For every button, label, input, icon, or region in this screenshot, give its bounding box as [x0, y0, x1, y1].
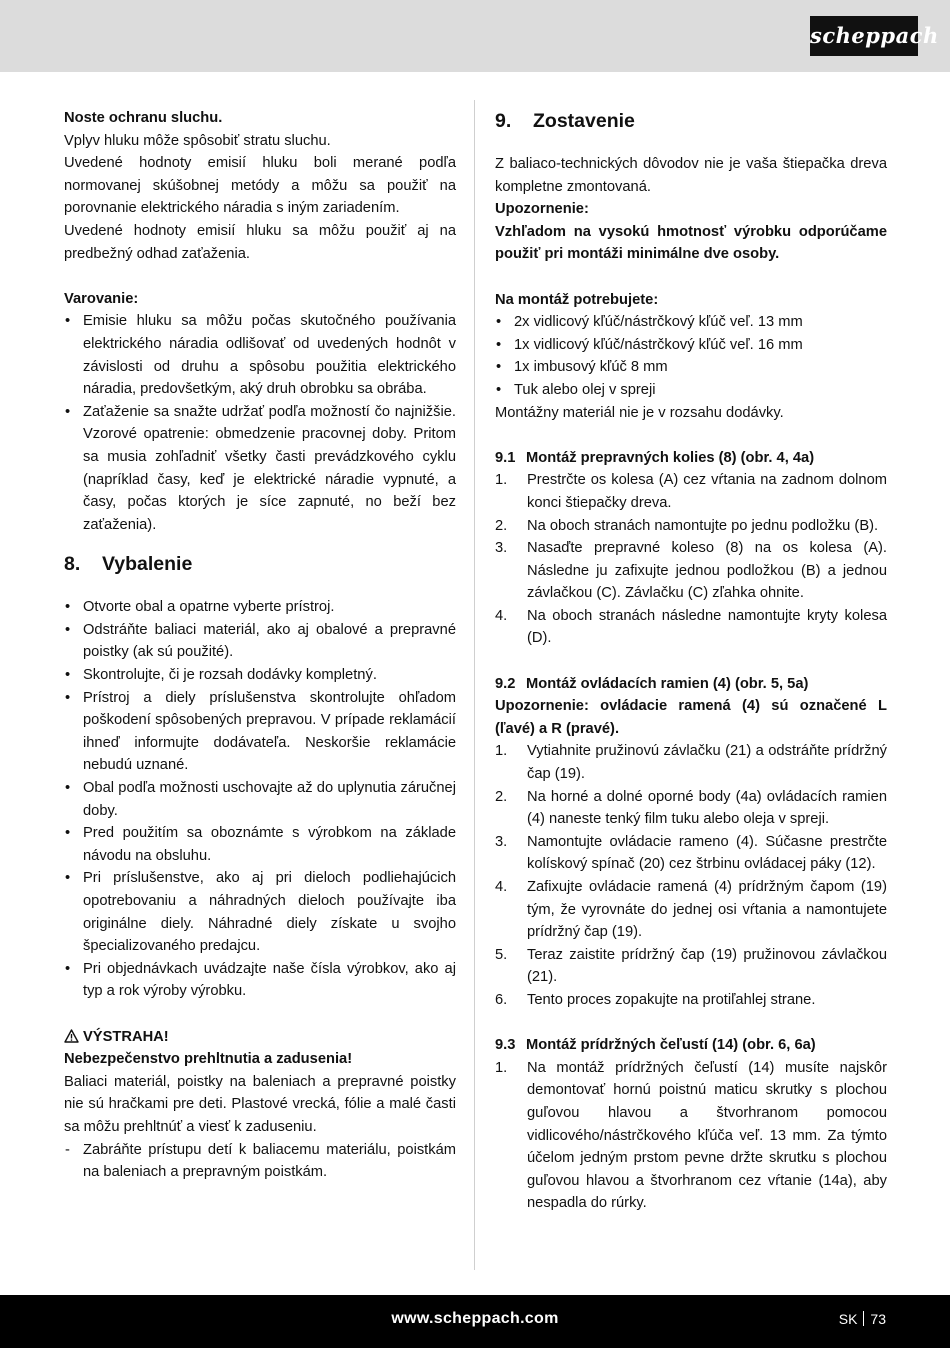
- step-text: Tento proces zopakujte na protiľahlej strane.: [527, 991, 816, 1008]
- step-number: 4.: [495, 607, 508, 624]
- step-number: 1.: [495, 743, 508, 760]
- step-item: [495, 515, 887, 538]
- step-item: [495, 537, 887, 605]
- list-item: • 2x vidlicový kľúč/nástrčkový kľúč veľ. 13 mm: [495, 311, 887, 334]
- list-item: • Tuk alebo olej v spreji: [495, 379, 887, 402]
- list-item: • Prístroj a diely príslušenstva skontrolujte ohľadom poškodení spôsobených prepravou. V prípade reklamácií ihneď informujte dodávateľa. Neskoršie reklamácie nebudú uznané.: [64, 687, 456, 777]
- list-item: • 1x imbusový kľúč 8 mm: [495, 356, 887, 379]
- step-number: 3.: [495, 540, 508, 557]
- danger-subtitle: Nebezpečenstvo prehltnutia a zadusenia!: [64, 1051, 353, 1068]
- step-number: 5.: [495, 946, 508, 963]
- step-text: Vytiahnite pružinovú závlačku (21) a odstráňte prídržný čap (19).: [527, 743, 887, 783]
- step-text: Na oboch stranách namontujte po jednu podložku (B).: [527, 517, 879, 534]
- page-indicator: [839, 1295, 886, 1343]
- section-title: Montáž ovládacích ramien (4) (obr. 5, 5a): [526, 675, 809, 692]
- list-item: • Pri príslušenstve, ako aj pri dieloch podliehajúcich opotrebovaniu a náhradných dieloch používajte iba originálne diely. Náhradné diely získate u svojho špecializovaného predajcu.: [64, 867, 456, 957]
- section-number: 9.: [495, 110, 512, 132]
- section-number: 8.: [64, 553, 81, 576]
- note-text: Vzhľadom na vysokú hmotnosť výrobku odporúčame použiť pri montáži minimálne dve osoby.: [495, 223, 887, 263]
- step-item: [495, 740, 887, 785]
- step-text: Na montáž prídržných čeľustí (14) musíte najskôr demontovať hornú poistnú maticu skrutky s plochou guľovou hlavou a štvorhranom pomocou vidlicového/nástrčkového kľúča veľ. 13 mm. Za týmto účelom jedným prstom pevne držte skrutku s plochou guľovou hlavou a štvorhranom cez vŕtanie (14a), aby nespadla do rúrky.: [527, 1059, 887, 1212]
- noise-line: Uvedené hodnoty emisií hluku sa môžu použiť aj na predbežný odhad zaťaženia.: [64, 222, 456, 262]
- website-link[interactable]: www.scheppach.com: [391, 1310, 559, 1327]
- list-item: • Odstráňte baliaci materiál, ako aj obalové a prepravné poistky (ak sú použité).: [64, 619, 456, 664]
- step-item: [495, 944, 887, 989]
- assembly-intro: Z baliaco-technických dôvodov nie je vaša štiepačka dreva kompletne zmontovaná.: [495, 156, 887, 195]
- list-item: • Pred použitím sa oboznámte s výrobkom na základe návodu na obsluhu.: [64, 822, 456, 867]
- section-title: Vybalenie: [102, 553, 193, 576]
- noise-line: Vplyv hluku môže spôsobiť stratu sluchu.: [64, 132, 331, 149]
- step-item: [495, 989, 887, 1012]
- step-number: 2.: [495, 788, 508, 805]
- step-number: 3.: [495, 833, 508, 850]
- note-label: Upozornenie:: [495, 201, 589, 218]
- step-number: 2.: [495, 517, 508, 534]
- list-item: - Zabráňte prístupu detí k baliacemu materiálu, poistkám na baleniach a prepravným poistkám.: [64, 1139, 456, 1184]
- warning-title: Varovanie:: [64, 290, 139, 307]
- section-9-2-heading: [495, 673, 887, 696]
- tools-title: Na montáž potrebujete:: [495, 291, 659, 308]
- s91-steps: [495, 469, 887, 650]
- left-column: [64, 107, 456, 1184]
- danger-list: [64, 1139, 456, 1184]
- step-item: [495, 786, 887, 831]
- step-text: Na oboch stranách následne namontujte kryty kolesa (D).: [527, 607, 887, 647]
- section-9-heading: [495, 109, 887, 133]
- warning-triangle-icon: [64, 1029, 79, 1043]
- column-divider: [474, 100, 475, 1270]
- section-number: 9.3: [495, 1037, 516, 1054]
- section-number: 9.1: [495, 449, 516, 466]
- step-item: [495, 831, 887, 876]
- noise-line: Uvedené hodnoty emisií hluku boli merané podľa normovanej skúšobnej metódy a môžu sa použiť na porovnanie elektrického náradia s iným zariadením.: [64, 155, 456, 217]
- footer-bar: [0, 1295, 950, 1348]
- step-item: [495, 876, 887, 944]
- tools-list: [495, 311, 887, 401]
- step-text: Prestrčte os kolesa (A) cez vŕtania na zadnom dolnom konci štiepačky dreva.: [527, 472, 887, 511]
- list-item: • Obal podľa možnosti uschovajte až do uplynutia záručnej doby.: [64, 777, 456, 822]
- section-title: Montáž prepravných kolies (8) (obr. 4, 4a): [526, 449, 815, 466]
- step-item: [495, 605, 887, 650]
- step-number: 4.: [495, 879, 508, 895]
- s92-steps: [495, 740, 887, 1011]
- section-8-heading: [64, 552, 456, 576]
- header-bar: [0, 0, 950, 72]
- s93-steps: [495, 1057, 887, 1215]
- step-text: Namontujte ovládacie rameno (4). Súčasne prestrčte kolískový spínač (20) cez štrbinu ovládacej páky (12).: [527, 833, 887, 873]
- section-9-3-heading: [495, 1034, 887, 1057]
- list-item: • Emisie hluku sa môžu počas skutočného používania elektrického náradia odlišovať od uvedených hodnôt v závislosti od druhu a spôsobu použitia elektrického náradia, predovšetkým, aký druh obrobku sa obrába.: [64, 310, 456, 400]
- list-item: • Pri objednávkach uvádzajte naše čísla výrobkov, ako aj typ a rok výroby výrobku.: [64, 958, 456, 1003]
- page-number: 73: [870, 1311, 886, 1327]
- section-number: 9.2: [495, 675, 516, 692]
- s92-note: Upozornenie: ovládacie ramená (4) sú označené L (ľavé) a R (pravé).: [495, 698, 887, 737]
- step-text: Zafixujte ovládacie ramená (4) prídržným čapom (19) tým, že vyrovnáte do jednej osi vŕtania a namontujete prídržný čap (19).: [527, 879, 887, 941]
- language-code: SK: [838, 1311, 858, 1327]
- danger-title-text: VÝSTRAHA!: [83, 1028, 169, 1045]
- step-number: 1.: [495, 1059, 508, 1076]
- list-item: • Skontrolujte, či je rozsah dodávky kompletný.: [64, 664, 456, 687]
- danger-text: Baliaci materiál, poistky na baleniach a prepravné poistky nie sú hračkami pre deti. Plastové vrecká, fólie a malé časti sa môžu prehltnúť a viesť k zaduseniu.: [64, 1073, 456, 1135]
- right-column: [495, 107, 887, 1215]
- step-item: [495, 1057, 887, 1215]
- section-title: Montáž prídržných čeľustí (14) (obr. 6, 6a): [526, 1037, 816, 1054]
- danger-title: [64, 1026, 456, 1049]
- list-item: • Zaťaženie sa snažte udržať podľa možností čo najnižšie. Vzorové opatrenie: obmedzenie pracovnej doby. Pritom sa musia zohľadniť všetky časti prevádzkového cyklu (napríklad časy, keď je elektrické náradie vypnuté, a časy, počas ktorých je síce zapnuté, no beží bez zaťaženia).: [64, 401, 456, 537]
- step-text: Teraz zaistite prídržný čap (19) pružinovou závlačkou (21).: [527, 946, 887, 986]
- noise-title: Noste ochranu sluchu.: [64, 110, 223, 126]
- unpacking-list: [64, 596, 456, 1003]
- tools-footer: Montážny materiál nie je v rozsahu dodávky.: [495, 404, 784, 421]
- section-9-1-heading: [495, 447, 887, 470]
- step-item: [495, 469, 887, 514]
- section-title: Zostavenie: [533, 110, 635, 132]
- list-item: • Otvorte obal a opatrne vyberte prístroj.: [64, 596, 456, 619]
- list-item: • 1x vidlicový kľúč/nástrčkový kľúč veľ. 16 mm: [495, 334, 887, 357]
- step-number: 1.: [495, 472, 508, 489]
- warning-list: [64, 310, 456, 536]
- step-number: 6.: [495, 991, 508, 1008]
- step-text: Nasaďte prepravné koleso (8) na os kolesa (A). Následne ju zafixujte jednou podložkou (B) a jednou závlačkou (C). Závlačku (C) zľahka ohnite.: [527, 540, 887, 602]
- scheppach-logo: scheppach: [810, 16, 918, 56]
- step-text: Na horné a dolné oporné body (4a) ovládacích ramien (4) naneste tenký film tuku alebo oleja v spreji.: [527, 788, 887, 828]
